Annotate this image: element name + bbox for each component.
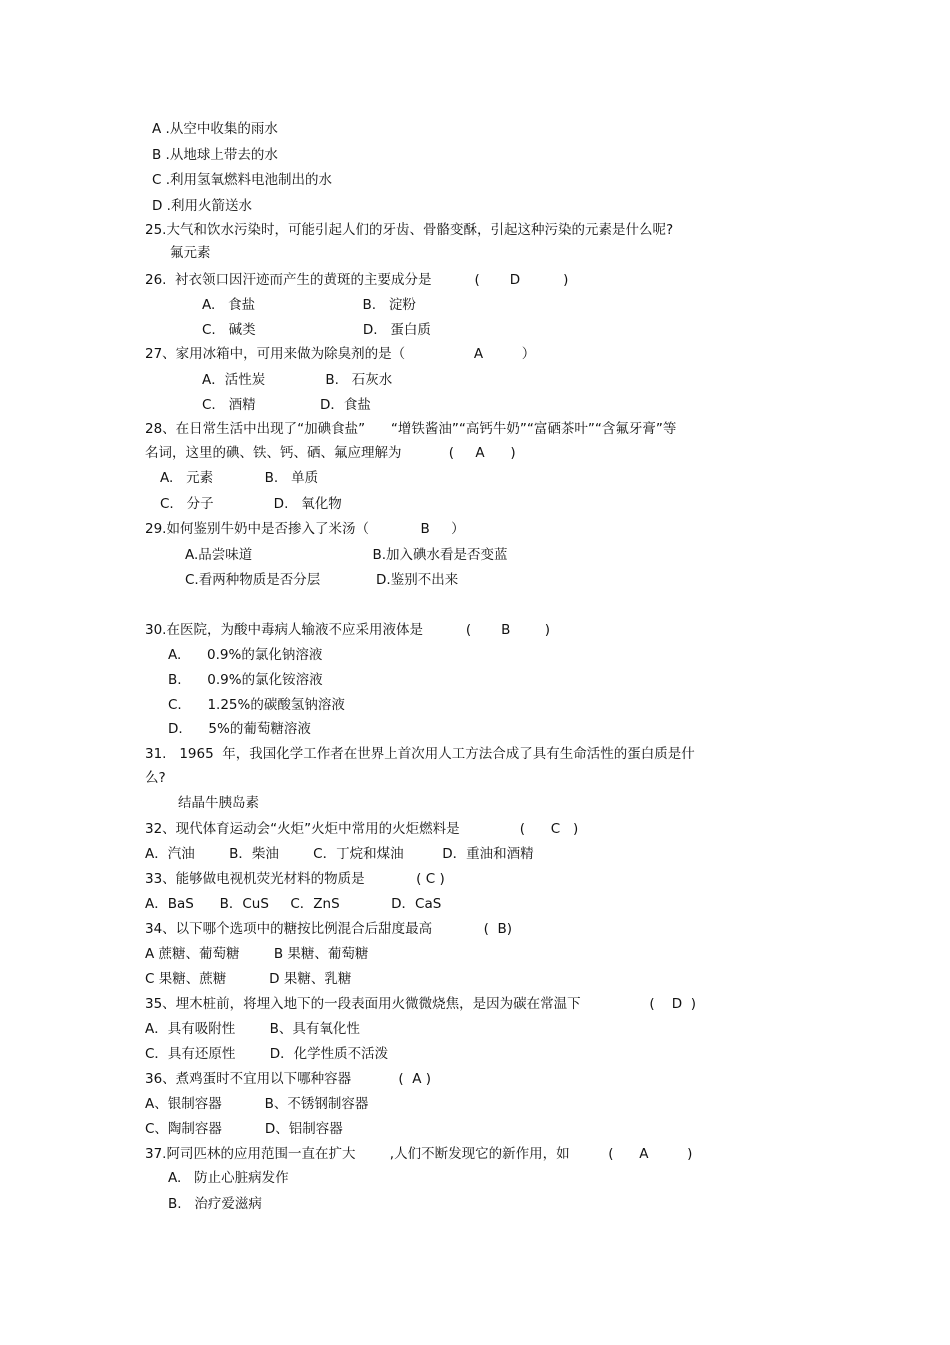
text-line: A．BaS B．CuS C．ZnS D．CaS	[145, 896, 442, 912]
text-line: A. 元素 B. 单质	[160, 470, 319, 486]
text-line: 名词，这里的碘、铁、钙、硒、氟应理解为 ( A )	[145, 445, 516, 461]
text-line: C. 1.25%的碳酸氢钠溶液	[168, 697, 345, 713]
text-line: 32、现代体育运动会“火炬”火炬中常用的火炬燃料是 ( C )	[145, 821, 579, 837]
text-line: 31. 1965 年，我国化学工作者在世界上首次用人工方法合成了具有生命活性的蛋白质是什	[145, 746, 695, 762]
text-line: A.品尝味道 B.加入碘水看是否变蓝	[185, 547, 508, 563]
text-line: 26. 衬衣领口因汗迹而产生的黄斑的主要成分是 ( D )	[145, 272, 569, 288]
text-line: A .从空中收集的雨水	[152, 121, 278, 137]
text-line: A．活性炭 B. 石灰水	[202, 372, 393, 388]
text-line: A 蔗糖、葡萄糖 B 果糖、葡萄糖	[145, 946, 369, 962]
text-line: B .从地球上带去的水	[152, 147, 278, 163]
text-line: 27、家用冰箱中，可用来做为除臭剂的是（ A ）	[145, 346, 536, 362]
text-line: 28、在日常生活中出现了“加碘食盐” “增铁酱油”“高钙牛奶”“富硒茶叶”“含氟牙膏”等	[145, 421, 677, 437]
text-line: 30.在医院，为酸中毒病人输液不应采用液体是 ( B )	[145, 622, 551, 638]
text-line: B. 0.9%的氯化铵溶液	[168, 672, 323, 688]
text-line: C 果糖、蔗糖 D 果糖、乳糖	[145, 971, 352, 987]
text-line: 33、能够做电视机荧光材料的物质是 ( C )	[145, 871, 445, 887]
text-line: 么?	[145, 770, 166, 786]
text-line: 34、以下哪个选项中的糖按比例混合后甜度最高 ( B)	[145, 921, 513, 937]
text-line: A. 食盐 B. 淀粉	[202, 297, 416, 313]
text-line: A．具有吸附性 B、具有氧化性	[145, 1021, 360, 1037]
text-line: C. 酒精 D．食盐	[202, 397, 371, 413]
text-line: 37.阿司匹林的应用范围一直在扩大 ,人们不断发现它的新作用，如 ( A )	[145, 1146, 693, 1162]
text-line: C.看两种物质是否分层 D.鉴别不出来	[185, 572, 459, 588]
text-line: B. 治疗爱滋病	[168, 1196, 262, 1212]
text-line: C、陶制容器 D、铝制容器	[145, 1121, 343, 1137]
text-line: C .利用氢氧燃料电池制出的水	[152, 172, 333, 188]
text-line: 结晶牛胰岛素	[178, 795, 259, 811]
text-line: A. 0.9%的氯化钠溶液	[168, 647, 323, 663]
text-line: C. 分子 D. 氧化物	[160, 496, 342, 512]
text-line: 29.如何鉴别牛奶中是否掺入了米汤（ B ）	[145, 521, 465, 537]
text-line: 35、埋木桩前，将埋入地下的一段表面用火微微烧焦，是因为碳在常温下 ( D )	[145, 996, 697, 1012]
text-line: 36、煮鸡蛋时不宜用以下哪种容器 ( A )	[145, 1071, 432, 1087]
text-line: 25.大气和饮水污染时，可能引起人们的牙齿、骨骼变酥，引起这种污染的元素是什么呢?	[145, 222, 674, 238]
text-line: A、银制容器 B、不锈钢制容器	[145, 1096, 369, 1112]
text-line: 氟元素	[170, 245, 211, 261]
text-line: C. 碱类 D. 蛋白质	[202, 322, 431, 338]
text-line: D .利用火箭送水	[152, 198, 252, 214]
text-line: C．具有还原性 D．化学性质不活泼	[145, 1046, 389, 1062]
text-line: A．汽油 B．柴油 C．丁烷和煤油 D．重油和酒精	[145, 846, 534, 862]
text-line: D. 5%的葡萄糖溶液	[168, 721, 311, 737]
text-line: A. 防止心脏病发作	[168, 1170, 289, 1186]
